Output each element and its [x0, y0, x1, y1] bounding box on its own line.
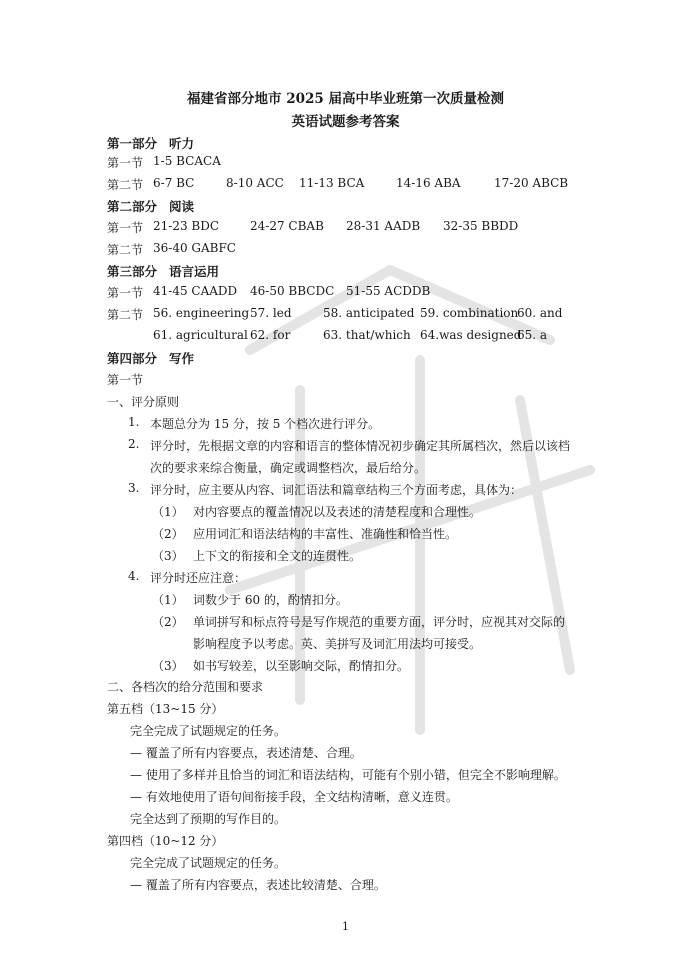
document-subtitle: 英语试题参考答案 [291, 114, 400, 130]
sub-item-text: 影响程度予以考虑。英、美拼写及词汇用法均可接受。 [193, 637, 482, 651]
grade-closing: 完全达到了预期的写作目的。 [130, 812, 287, 826]
part1-heading: 第一部分 听力 [107, 136, 195, 151]
grade4-label: 第四档（10~12 分） [107, 834, 224, 848]
grade-bullet: — 使用了多样并且恰当的词汇和语法结构，可能有个别小错，但完全不影响理解。 [130, 768, 566, 782]
section-label: 第一节 [107, 373, 144, 387]
grade-intro: 完全完成了试题规定的任务。 [130, 856, 287, 870]
principle-text: 本题总分为 15 分，按 5 个档次进行评分。 [150, 417, 381, 431]
document-title: 福建省部分地市 2025 届高中毕业班第一次质量检测 [187, 91, 504, 107]
sub-item-number: （1） [152, 593, 184, 607]
grade5-label: 第五档（13~15 分） [107, 702, 224, 716]
grade-bullet: — 有效地使用了语句间衔接手段，全文结构清晰，意义连贯。 [130, 790, 458, 804]
sub-item-number: （2） [152, 615, 184, 629]
sub-item-number: （3） [152, 659, 184, 673]
grade-intro: 完全完成了试题规定的任务。 [130, 724, 287, 738]
part2-heading: 第二部分 阅读 [107, 199, 195, 214]
answer-row: 第一节 21-23 BDC 24-27 CBAB 28-31 AADB 32-35 BBDD [107, 219, 519, 235]
sub-item-text: 应用词汇和语法结构的丰富性、准确性和恰当性。 [193, 527, 458, 541]
page-number: 1 [342, 920, 349, 933]
sub-item-text: 如书写较差，以至影响交际，酌情扣分。 [193, 659, 410, 673]
answer-row: 第二节 6-7 BC 8-10 ACC 11-13 BCA 14-16 ABA 17-20 ABCB [107, 176, 569, 192]
sub-item-text: 词数少于 60 的，酌情扣分。 [193, 593, 348, 607]
sub-item-number: （3） [152, 549, 184, 563]
item-number: 3. [128, 481, 140, 495]
grade-bullet: — 覆盖了所有内容要点，表述清楚、合理。 [130, 746, 362, 760]
grades-heading: 二、各档次的给分范围和要求 [107, 680, 264, 694]
part4-heading: 第四部分 写作 [107, 351, 195, 366]
item-number: 1. [128, 415, 140, 429]
sub-item-text: 单词拼写和标点符号是写作规范的重要方面，评分时，应视其对交际的 [193, 615, 566, 629]
principles-heading: 一、评分原则 [107, 395, 180, 409]
answer-row: 第二节 36-40 GABFC [107, 241, 236, 257]
answer-row: 第二节 56. engineering 57. led 58. anticipated 59. combination 60. and [107, 306, 563, 322]
item-number: 2. [128, 437, 140, 451]
sub-item-number: （2） [152, 527, 184, 541]
grade-bullet: — 覆盖了所有内容要点，表述比较清楚、合理。 [130, 878, 386, 892]
answer-row: 第一节 41-45 CAADD 46-50 BBCDC 51-55 ACDDB [107, 284, 431, 300]
principle-text: 评分时，应主要从内容、词汇语法和篇章结构三个方面考虑，具体为： [150, 483, 523, 497]
principle-text: 次的要求来综合衡量，确定或调整档次，最后给分。 [150, 461, 427, 475]
principle-text: 评分时还应注意： [150, 571, 247, 585]
sub-item-text: 对内容要点的覆盖情况以及表述的清楚程度和合理性。 [193, 505, 482, 519]
item-number: 4. [128, 569, 140, 583]
answer-row: 第一节 1-5 BCACA [107, 154, 221, 170]
sub-item-number: （1） [152, 505, 184, 519]
part3-heading: 第三部分 语言运用 [107, 264, 220, 279]
sub-item-text: 上下文的衔接和全文的连贯性。 [193, 549, 362, 563]
principle-text: 评分时，先根据文章的内容和语言的整体情况初步确定其所属档次，然后以该档 [150, 439, 571, 453]
answer-row: 61. agricultural 62. for 63. that/which 64.was designed 65. a [153, 328, 548, 342]
